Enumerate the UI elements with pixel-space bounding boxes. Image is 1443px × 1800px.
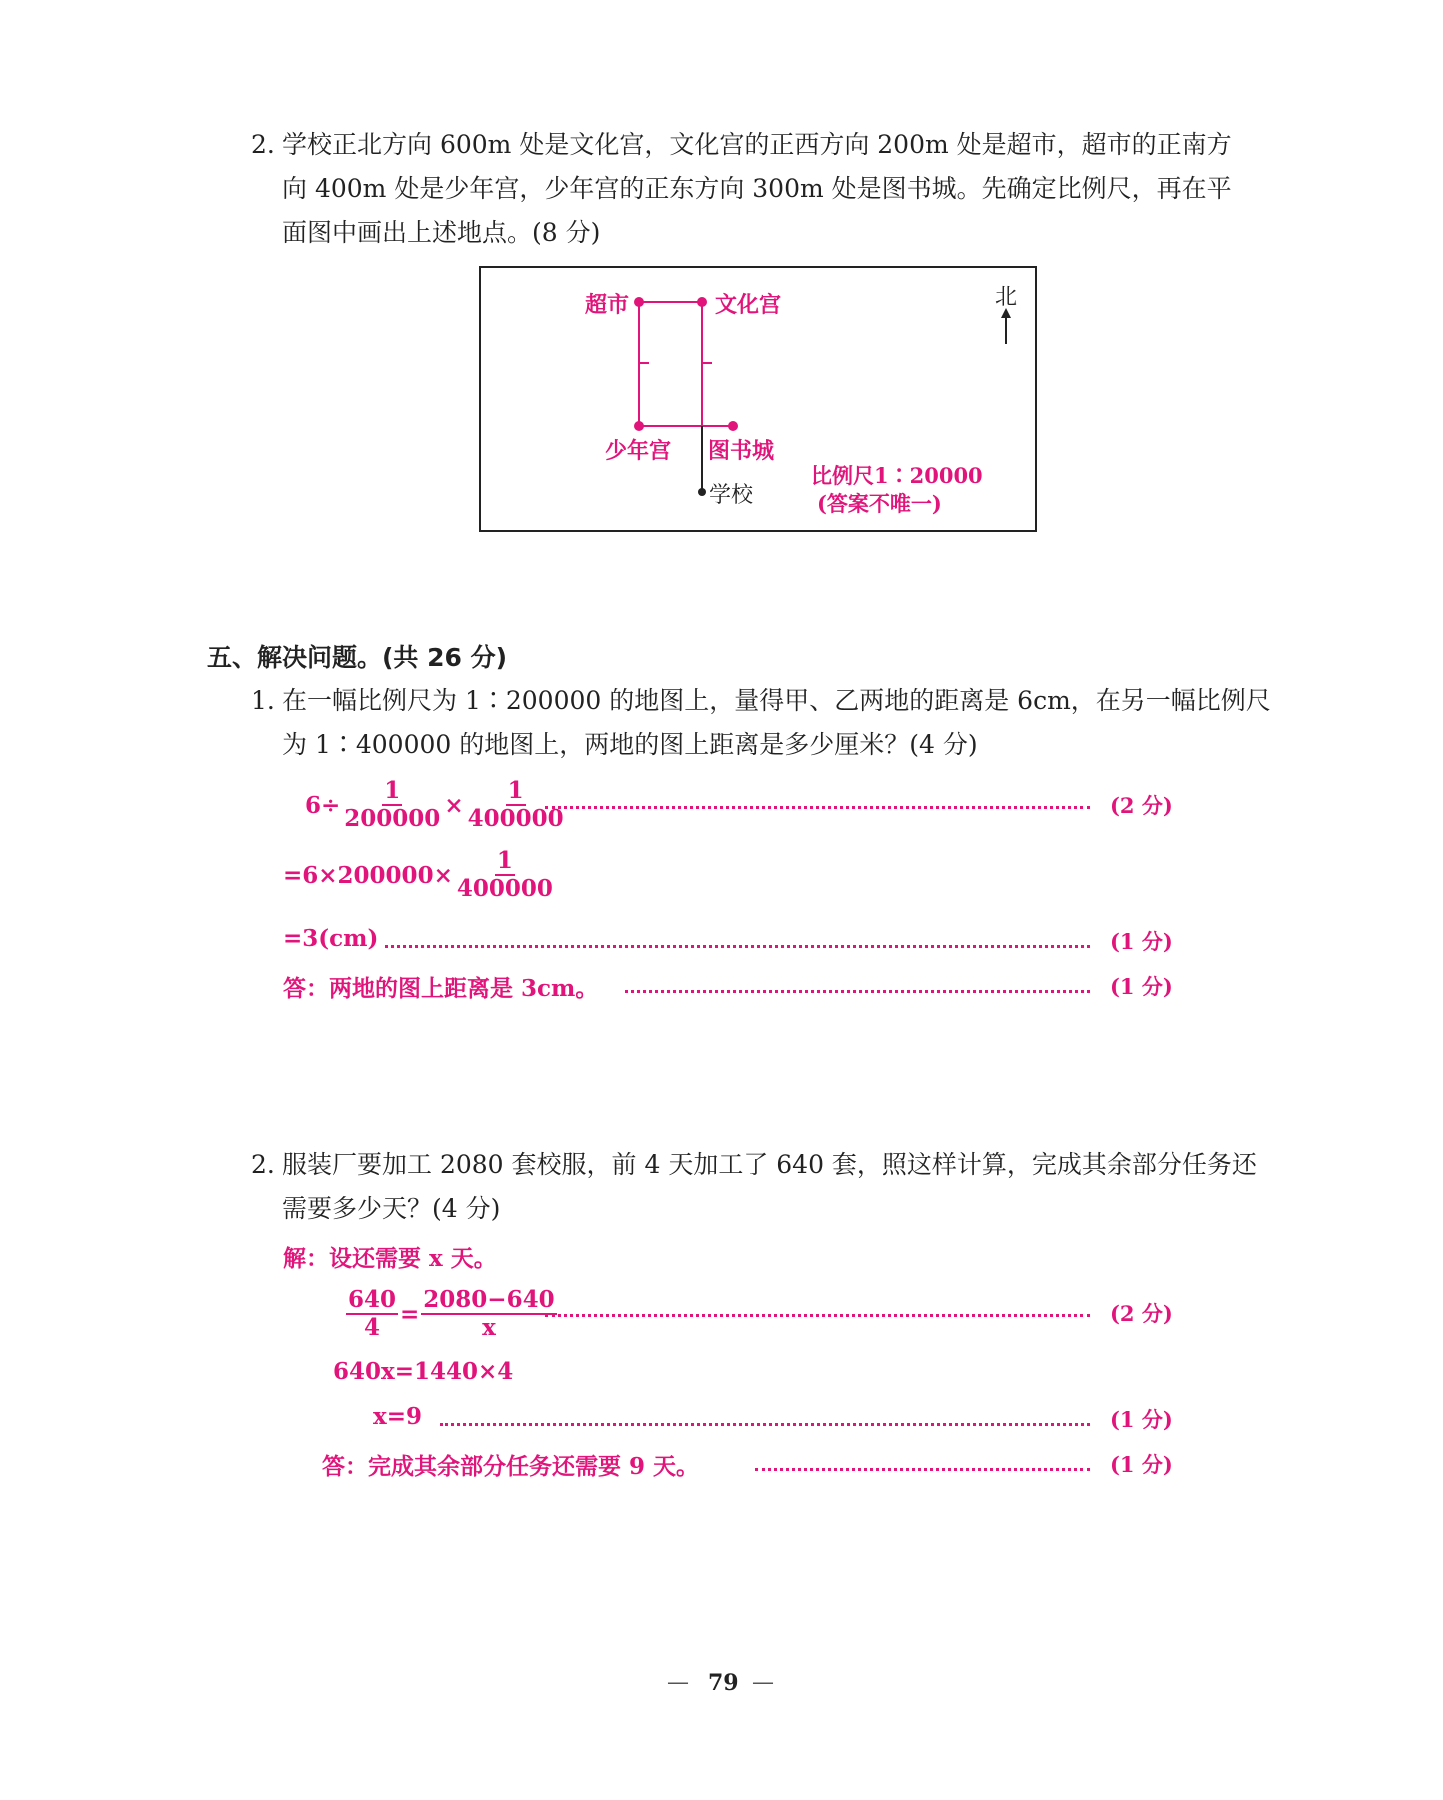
q2-text-line3: 面图中画出上述地点。(8 分) <box>282 218 601 247</box>
p2-answer-score: (1 分) <box>1110 1452 1173 1477</box>
p1-step1-score: (2 分) <box>1110 793 1173 818</box>
footer-dash-left: — <box>667 1670 689 1695</box>
scale-label: 比例尺1∶20000 <box>811 463 983 488</box>
p1-step1-operator: × <box>444 791 464 819</box>
north-arrow <box>1001 308 1011 344</box>
p1-step2 <box>283 848 557 902</box>
label-school: 学校 <box>709 483 754 508</box>
page-number: 79 <box>708 1670 739 1696</box>
fraction-numerator: 2080−640 <box>423 1286 555 1313</box>
fraction-denominator: 400000 <box>467 805 564 832</box>
p1-step2-prefix: =6×200000× <box>283 861 453 889</box>
p1-step3: =3(cm) <box>283 925 379 952</box>
fraction-numerator: 1 <box>384 777 401 804</box>
p1-step1 <box>305 778 568 832</box>
fraction-denominator: 4 <box>364 1314 381 1341</box>
map-diagram <box>479 266 1037 532</box>
leader-dots <box>440 1423 1090 1426</box>
q2-number: 2. <box>251 130 275 159</box>
p1-text-line1: 在一幅比例尺为 1∶200000 的地图上，量得甲、乙两地的距离是 6cm，在另一幅比例尺 <box>282 686 1271 715</box>
point-school <box>698 488 706 496</box>
fraction-numerator: 1 <box>496 847 513 874</box>
leader-dots <box>385 945 1090 948</box>
p2-equation <box>344 1287 559 1341</box>
fraction-numerator: 1 <box>507 777 524 804</box>
fraction-denominator: 400000 <box>456 875 553 902</box>
leader-dots <box>545 806 1090 809</box>
label-bookstore: 图书城 <box>708 438 775 464</box>
section-title: 五、解决问题。(共 26 分) <box>207 643 508 672</box>
leader-dots <box>755 1468 1090 1471</box>
p2-text-line1: 服装厂要加工 2080 套校服，前 4 天加工了 640 套，照这样计算，完成其余部分任务还 <box>282 1150 1257 1179</box>
p1-step1-fraction2 <box>466 778 566 832</box>
footer-dash-right: — <box>752 1670 774 1695</box>
q2-text-line2: 向 400m 处是少年宫，少年宫的正东方向 300m 处是图书城。先确定比例尺，再在平 <box>282 174 1232 203</box>
p1-answer-score: (1 分) <box>1110 974 1173 999</box>
p1-text-line2: 为 1∶400000 的地图上，两地的图上距离是多少厘米？(4 分) <box>282 730 978 759</box>
q2-text-line1: 学校正北方向 600m 处是文化宫，文化宫的正西方向 200m 处是超市，超市的正南方 <box>282 130 1232 159</box>
p2-eq-sign: = <box>400 1300 420 1328</box>
p1-step2-fraction <box>455 848 555 902</box>
label-youth-palace: 少年宫 <box>605 438 672 464</box>
p1-step3-score: (1 分) <box>1110 929 1173 954</box>
p2-setup: 解：设还需要 x 天。 <box>283 1245 497 1272</box>
point-culture-palace <box>697 297 707 307</box>
p2-step3: x=9 <box>373 1403 422 1430</box>
point-bookstore <box>728 421 738 431</box>
p1-answer: 答：两地的图上距离是 3cm。 <box>283 975 599 1002</box>
p2-eq-left-fraction <box>346 1287 398 1341</box>
fraction-numerator: 640 <box>348 1286 397 1313</box>
p2-eq-right-fraction <box>421 1287 556 1341</box>
label-supermarket: 超市 <box>585 292 630 318</box>
p1-step1-prefix: 6÷ <box>305 791 341 819</box>
point-supermarket <box>634 297 644 307</box>
leader-dots <box>625 990 1090 993</box>
p2-text-line2: 需要多少天？(4 分) <box>282 1194 501 1223</box>
scale-note: (答案不唯一) <box>817 491 942 516</box>
p1-number: 1. <box>251 686 275 715</box>
p2-number: 2. <box>251 1150 275 1179</box>
p2-step2: 640x=1440×4 <box>333 1358 514 1385</box>
fraction-denominator: x <box>482 1314 496 1341</box>
leader-dots <box>545 1314 1090 1317</box>
label-culture-palace: 文化宫 <box>715 292 782 318</box>
p2-eq-score: (2 分) <box>1110 1301 1173 1326</box>
fraction-denominator: 200000 <box>344 805 441 832</box>
point-youth-palace <box>634 421 644 431</box>
p2-answer: 答：完成其余部分任务还需要 9 天。 <box>322 1453 700 1480</box>
label-north: 北 <box>995 285 1018 310</box>
p2-step3-score: (1 分) <box>1110 1407 1173 1432</box>
p1-step1-fraction1 <box>342 778 442 832</box>
